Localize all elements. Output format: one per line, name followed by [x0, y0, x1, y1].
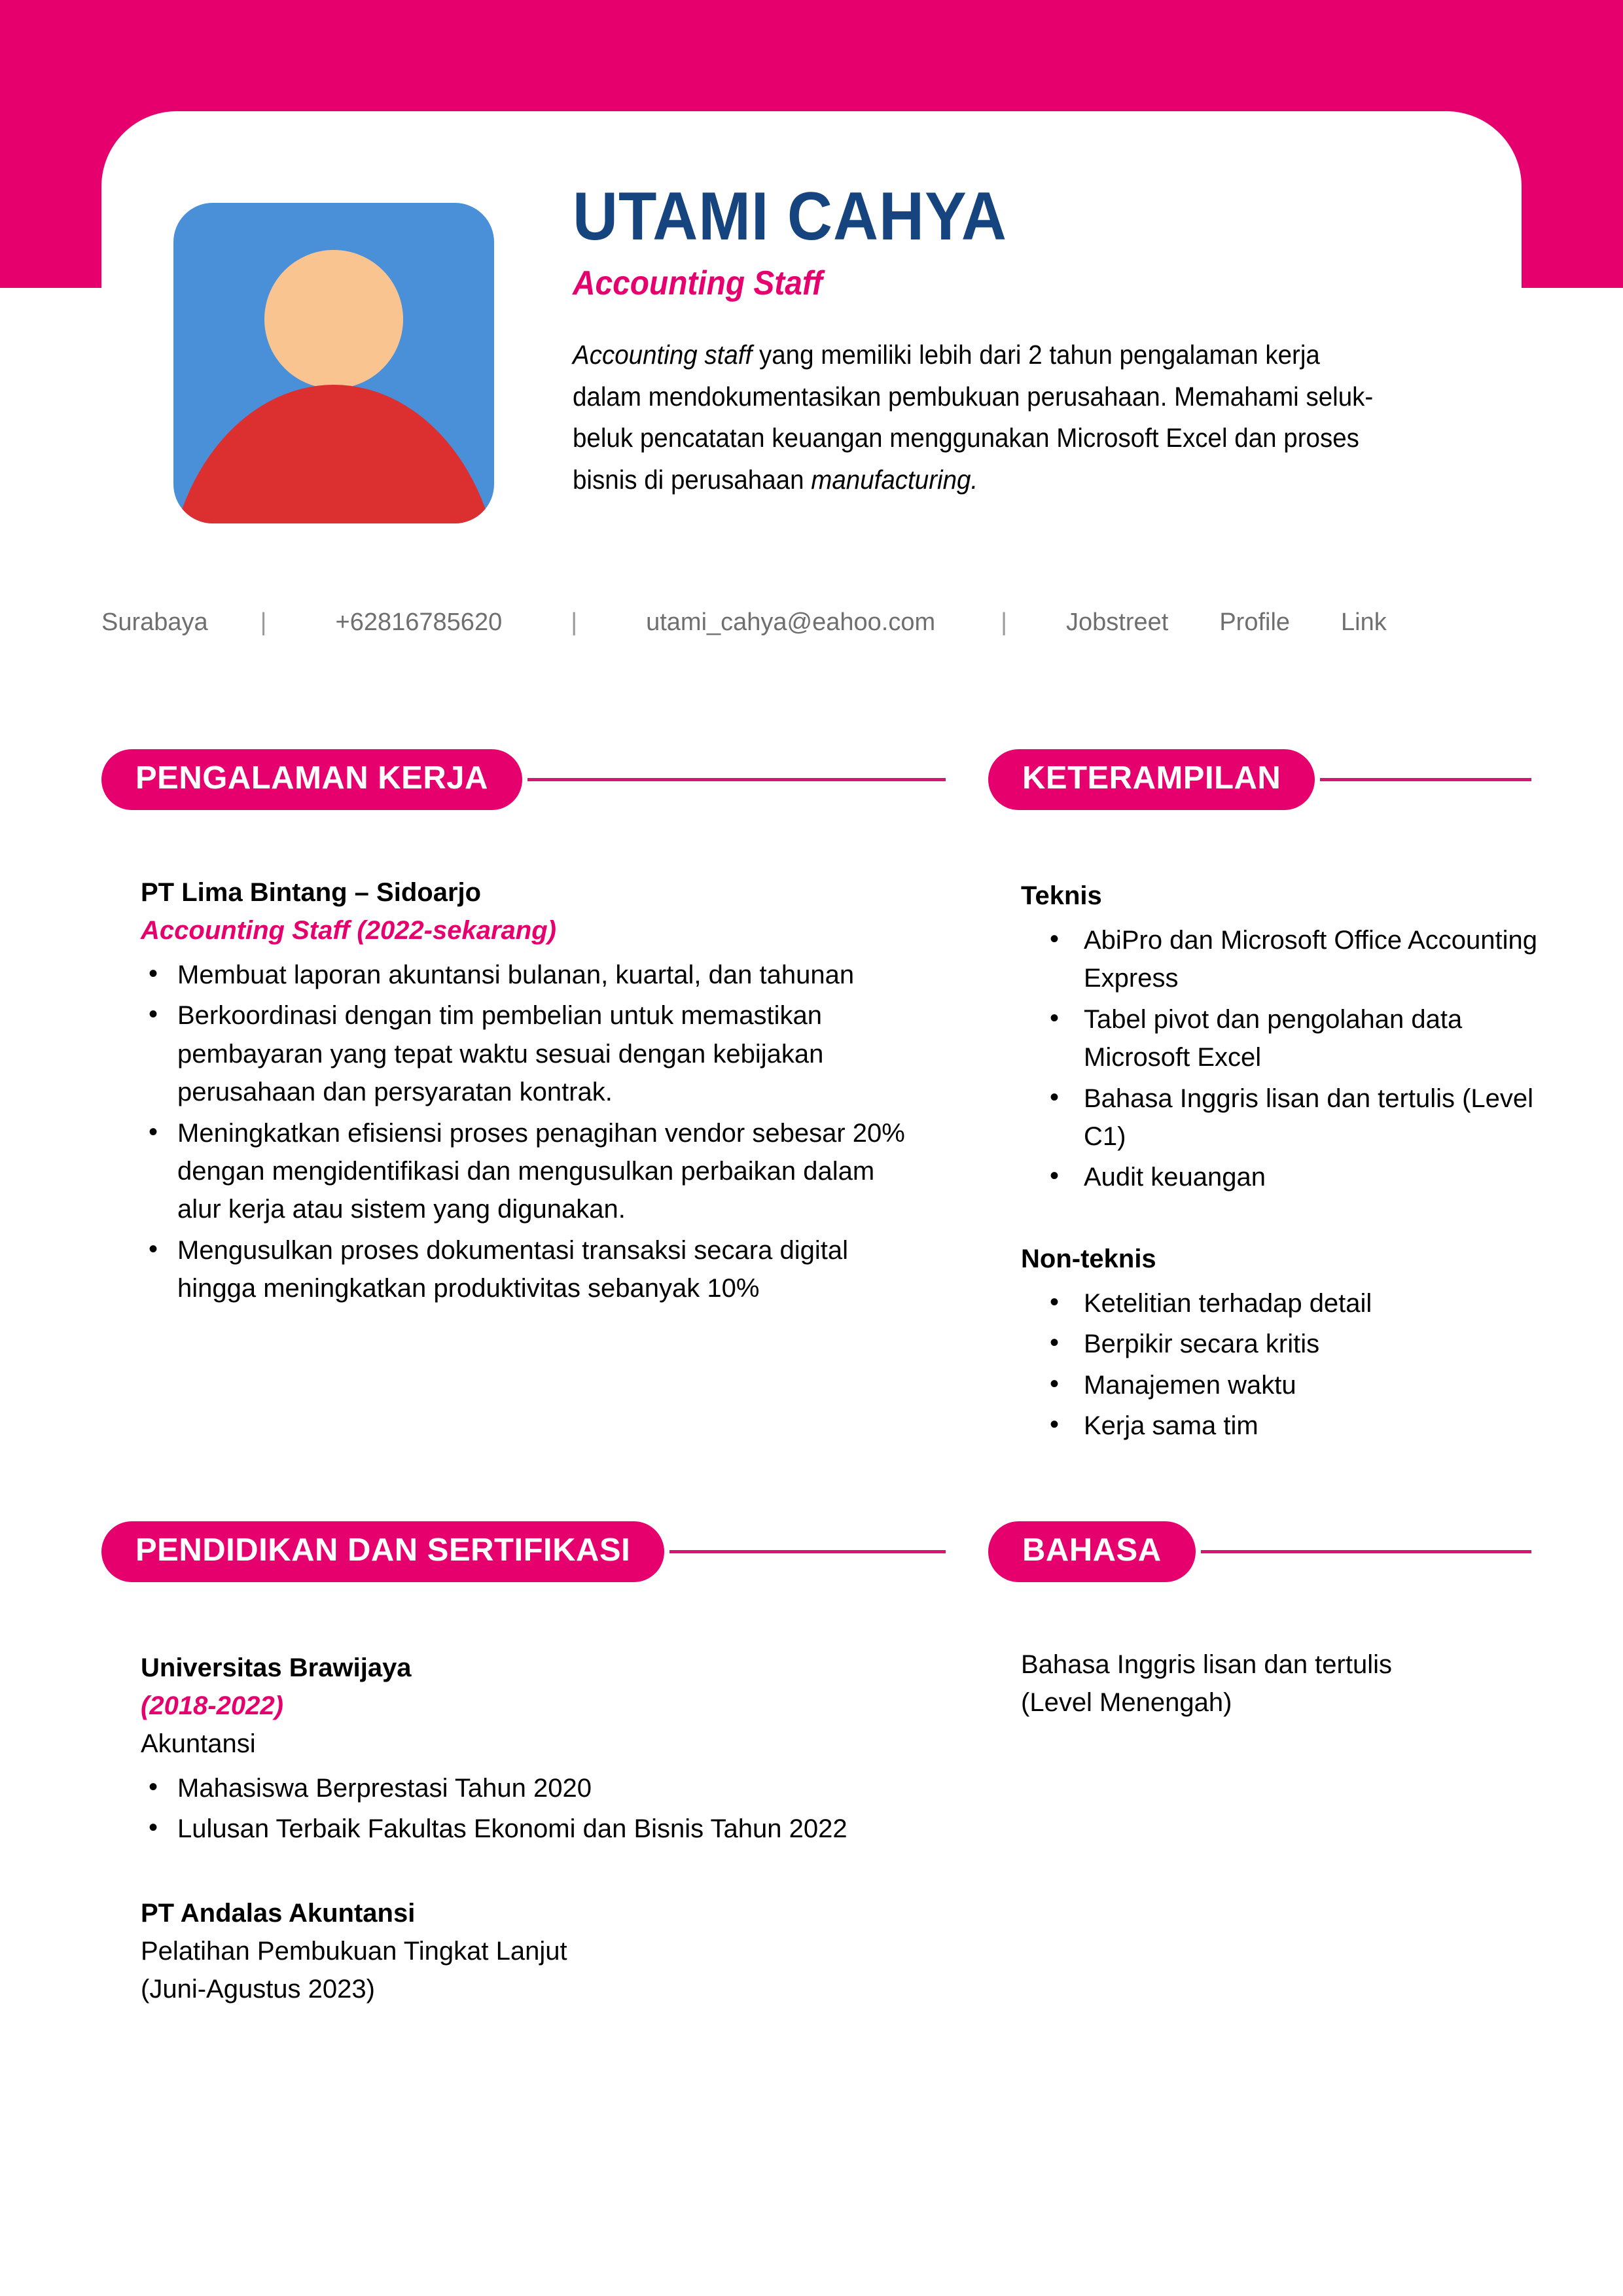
contact-bar — [101, 609, 1528, 637]
summary-emphasis-start: Accounting staff — [573, 340, 753, 370]
section-rule-language — [1201, 1550, 1531, 1553]
list-item: • Meningkatkan efisiensi proses penagihan vendor sebesar 20% dengan mengidentifikasi dan mengusulkan perbaikan dalam alur kerja atau sistem yang digunakan. — [141, 1114, 919, 1229]
section-title-education: PENDIDIKAN DAN SERTIFIKASI — [101, 1521, 664, 1582]
page-title: UTAMI CAHYA — [573, 179, 1007, 255]
list-item: • Tabel pivot dan pengolahan data Microsoft Excel — [1021, 1000, 1538, 1077]
job-title: Accounting Staff — [573, 264, 823, 303]
education-achievement-list — [141, 1769, 919, 1848]
list-item: • Manajemen waktu — [1021, 1366, 1538, 1404]
education-school: Universitas Brawijaya — [141, 1653, 412, 1682]
list-item: • Berkoordinasi dengan tim pembelian untuk memastikan pembayaran yang tepat waktu sesuai dengan kebijakan perusahaan dan persyaratan kontrak. — [141, 997, 919, 1111]
section-header-skills — [988, 749, 1531, 810]
list-item: • Mengusulkan proses dokumentasi transaksi secara digital hingga meningkatkan produktivitas sebanyak 10% — [141, 1231, 919, 1308]
list-item: • Membuat laporan akuntansi bulanan, kuartal, dan tahunan — [141, 956, 919, 994]
contact-link[interactable]: Link — [1341, 609, 1387, 636]
section-rule-experience — [527, 778, 946, 781]
avatar-head-icon — [264, 250, 403, 389]
education-entry — [141, 1649, 919, 1851]
skills-list-nontechnical — [1021, 1284, 1538, 1445]
skills-subheading-nontechnical: Non-teknis — [1021, 1245, 1156, 1273]
list-item: • AbiPro dan Microsoft Office Accounting Express — [1021, 921, 1538, 998]
contact-email[interactable]: utami_cahya@eahoo.com — [646, 609, 936, 636]
section-rule-skills — [1320, 778, 1531, 781]
list-item: • Audit keuangan — [1021, 1158, 1538, 1196]
list-item: • Kerja sama tim — [1021, 1407, 1538, 1445]
header-text-block — [573, 167, 1522, 501]
list-item: • Ketelitian terhadap detail — [1021, 1284, 1538, 1322]
list-item: • Berpikir secara kritis — [1021, 1325, 1538, 1363]
summary-emphasis-end: manufacturing. — [811, 464, 978, 495]
experience-entry — [141, 874, 919, 1311]
section-title-language: BAHASA — [988, 1521, 1196, 1582]
experience-bullet-list — [141, 956, 919, 1308]
certification-entry — [141, 1894, 919, 2008]
contact-separator-1: | — [260, 609, 267, 636]
section-header-experience — [101, 749, 946, 810]
skills-group-technical — [1021, 877, 1538, 1199]
skills-group-nontechnical — [1021, 1240, 1538, 1448]
list-item: • Mahasiswa Berprestasi Tahun 2020 — [141, 1769, 919, 1807]
section-header-education — [101, 1521, 946, 1582]
contact-jobstreet-label[interactable]: Jobstreet — [1066, 609, 1169, 636]
summary-main: yang memiliki lebih dari 2 tahun pengalaman kerja dalam mendokumentasikan pembukuan perusahaan. Memahami seluk-beluk pencatatan keuangan menggunakan Microsoft Excel dan proses bisnis di perusahaan — [573, 340, 1374, 495]
certification-provider: PT Andalas Akuntansi — [141, 1899, 416, 1928]
experience-role: Accounting Staff (2022-sekarang) — [141, 916, 556, 945]
education-major: Akuntansi — [141, 1729, 256, 1758]
section-title-skills: KETERAMPILAN — [988, 749, 1315, 810]
contact-profile-link[interactable]: Profile — [1219, 609, 1291, 636]
experience-company: PT Lima Bintang – Sidoarjo — [141, 878, 482, 907]
list-item: • Bahasa Inggris lisan dan tertulis (Level C1) — [1021, 1080, 1538, 1156]
cv-header — [101, 167, 1522, 523]
contact-location: Surabaya — [101, 609, 208, 636]
skills-subheading-technical: Teknis — [1021, 881, 1102, 910]
language-level: (Level Menengah) — [1021, 1688, 1232, 1717]
certification-period: (Juni-Agustus 2023) — [141, 1975, 375, 2004]
language-name: Bahasa Inggris lisan dan tertulis — [1021, 1650, 1392, 1679]
contact-separator-3: | — [1001, 609, 1008, 636]
avatar-shoulders-icon — [173, 385, 494, 523]
section-header-language — [988, 1521, 1531, 1582]
avatar — [173, 203, 494, 523]
section-title-experience: PENGALAMAN KERJA — [101, 749, 522, 810]
profile-summary — [573, 334, 1385, 501]
certification-course: Pelatihan Pembukuan Tingkat Lanjut — [141, 1937, 567, 1966]
contact-separator-2: | — [571, 609, 578, 636]
contact-phone[interactable]: +62816785620 — [335, 609, 503, 636]
education-years: (2018-2022) — [141, 1691, 283, 1720]
language-entry — [1021, 1646, 1538, 1722]
list-item: • Lulusan Terbaik Fakultas Ekonomi dan Bisnis Tahun 2022 — [141, 1810, 919, 1848]
section-rule-education — [669, 1550, 946, 1553]
skills-list-technical — [1021, 921, 1538, 1197]
